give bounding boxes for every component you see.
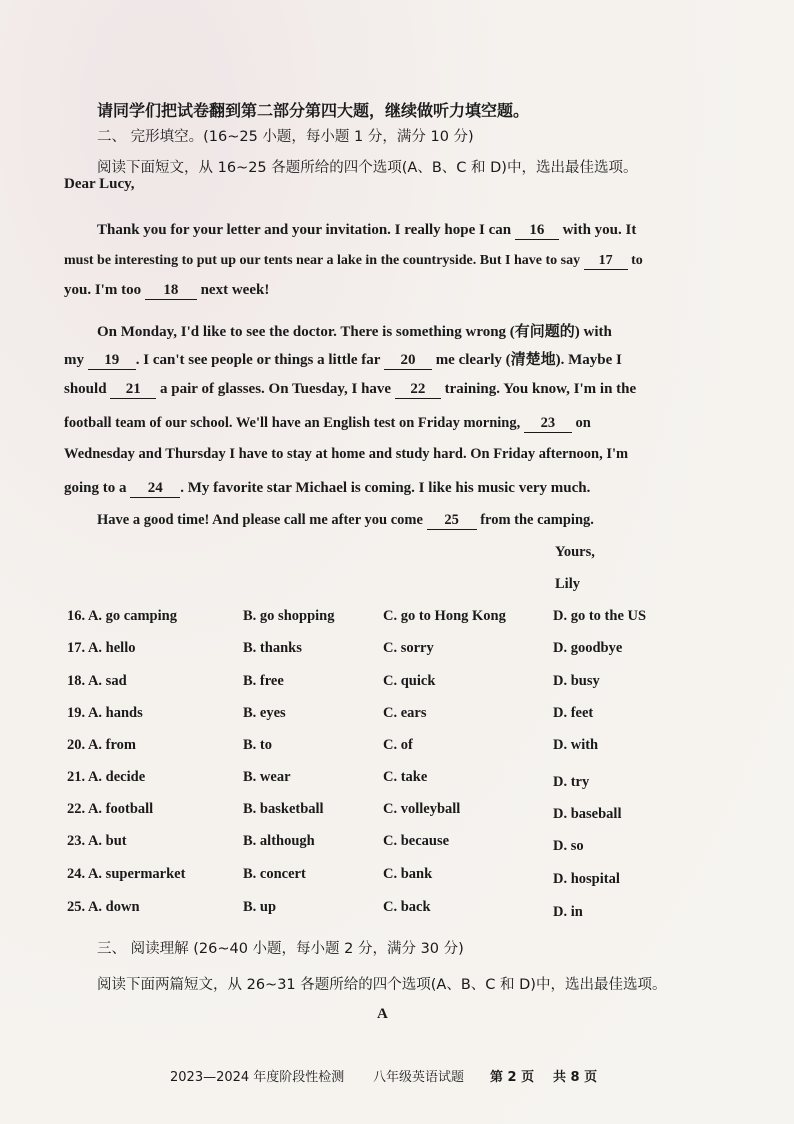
intro-notice: 请同学们把试卷翻到第二部分第四大题，继续做听力填空题。: [97, 101, 530, 120]
option-25-d: D. in: [553, 904, 583, 920]
letter-line: Wednesday and Thursday I have to stay at home and study hard. On Friday afternoon, I'm: [64, 446, 629, 462]
blank-23: 23: [524, 415, 572, 433]
footer-subject: 八年级英语试题: [373, 1070, 465, 1085]
blank-20: 20: [384, 352, 432, 370]
option-24-d: D. hospital: [553, 871, 620, 887]
letter-line: should 21 a pair of glasses. On Tuesday, I have 22 training. You know, I'm in the: [64, 381, 637, 397]
letter-greeting: Dear Lucy,: [64, 176, 135, 192]
footer-page: 第 2 页: [490, 1070, 535, 1085]
passage-label: A: [377, 1006, 388, 1022]
section2-instruction: 阅读下面短文，从 16~25 各题所给的四个选项(A、B、C 和 D)中，选出最佳选项。: [97, 160, 638, 176]
blank-25: 25: [427, 512, 477, 530]
option-21-d: D. try: [553, 774, 590, 790]
option-21-c: C. take: [383, 769, 428, 785]
letter-line: you. I'm too 18 next week!: [64, 282, 270, 298]
option-17-b: B. thanks: [243, 640, 302, 656]
option-23-a: 23. A. but: [67, 833, 127, 849]
option-16-b: B. go shopping: [243, 608, 335, 624]
letter-closing: Yours,: [555, 544, 595, 560]
option-24-b: B. concert: [243, 866, 306, 882]
option-20-d: D. with: [553, 737, 599, 753]
section2-title: 二、 完形填空。(16~25 小题，每小题 1 分，满分 10 分): [97, 129, 474, 145]
letter-line: going to a 24 . My favorite star Michael is coming. I like his music very much.: [64, 480, 591, 496]
blank-16: 16: [515, 222, 559, 240]
footer-exam: 2023—2024 年度阶段性检测: [170, 1070, 345, 1085]
option-16-d: D. go to the US: [553, 608, 647, 624]
letter-line: Have a good time! And please call me after you come 25 from the camping.: [97, 512, 594, 528]
letter-line: Thank you for your letter and your invitation. I really hope I can 16 with you. It: [97, 222, 637, 238]
option-21-a: 21. A. decide: [67, 769, 146, 785]
option-17-c: C. sorry: [383, 640, 434, 656]
letter-line: football team of our school. We'll have an English test on Friday morning, 23 on: [64, 415, 591, 431]
option-19-d: D. feet: [553, 705, 594, 721]
option-22-b: B. basketball: [243, 801, 324, 817]
blank-21: 21: [110, 381, 156, 399]
option-22-d: D. baseball: [553, 806, 622, 822]
letter-line: On Monday, I'd like to see the doctor. There is something wrong (有问题的) with: [97, 324, 612, 340]
option-16-c: C. go to Hong Kong: [383, 608, 506, 624]
section3-instruction: 阅读下面两篇短文，从 26~31 各题所给的四个选项(A、B、C 和 D)中，选出最佳选项。: [97, 977, 667, 993]
section3-title: 三、 阅读理解 (26~40 小题，每小题 2 分，满分 30 分): [97, 941, 464, 957]
blank-19: 19: [88, 352, 136, 370]
option-20-c: C. of: [383, 737, 413, 753]
option-23-d: D. so: [553, 838, 584, 854]
blank-18: 18: [145, 282, 197, 300]
option-23-c: C. because: [383, 833, 450, 849]
letter-line: must be interesting to put up our tents near a lake in the countryside. But I have to say 17 to: [64, 253, 643, 268]
option-22-a: 22. A. football: [67, 801, 154, 817]
option-17-a: 17. A. hello: [67, 640, 136, 656]
option-24-c: C. bank: [383, 866, 433, 882]
option-25-c: C. back: [383, 899, 431, 915]
option-18-b: B. free: [243, 673, 284, 689]
footer-total: 共 8 页: [553, 1070, 598, 1085]
blank-22: 22: [395, 381, 441, 399]
option-25-b: B. up: [243, 899, 277, 915]
option-23-b: B. although: [243, 833, 315, 849]
letter-signature: Lily: [555, 576, 580, 592]
option-16-a: 16. A. go camping: [67, 608, 177, 624]
option-24-a: 24. A. supermarket: [67, 866, 186, 882]
option-20-a: 20. A. from: [67, 737, 137, 753]
option-19-b: B. eyes: [243, 705, 286, 721]
option-18-c: C. quick: [383, 673, 436, 689]
option-20-b: B. to: [243, 737, 272, 753]
option-19-c: C. ears: [383, 705, 427, 721]
option-17-d: D. goodbye: [553, 640, 623, 656]
option-21-b: B. wear: [243, 769, 291, 785]
option-18-a: 18. A. sad: [67, 673, 127, 689]
blank-17: 17: [584, 253, 628, 270]
option-18-d: D. busy: [553, 673, 600, 689]
letter-line: my 19 . I can't see people or things a little far 20 me clearly (清楚地). Maybe I: [64, 352, 622, 368]
option-22-c: C. volleyball: [383, 801, 461, 817]
option-25-a: 25. A. down: [67, 899, 140, 915]
blank-24: 24: [130, 480, 180, 498]
option-19-a: 19. A. hands: [67, 705, 143, 721]
